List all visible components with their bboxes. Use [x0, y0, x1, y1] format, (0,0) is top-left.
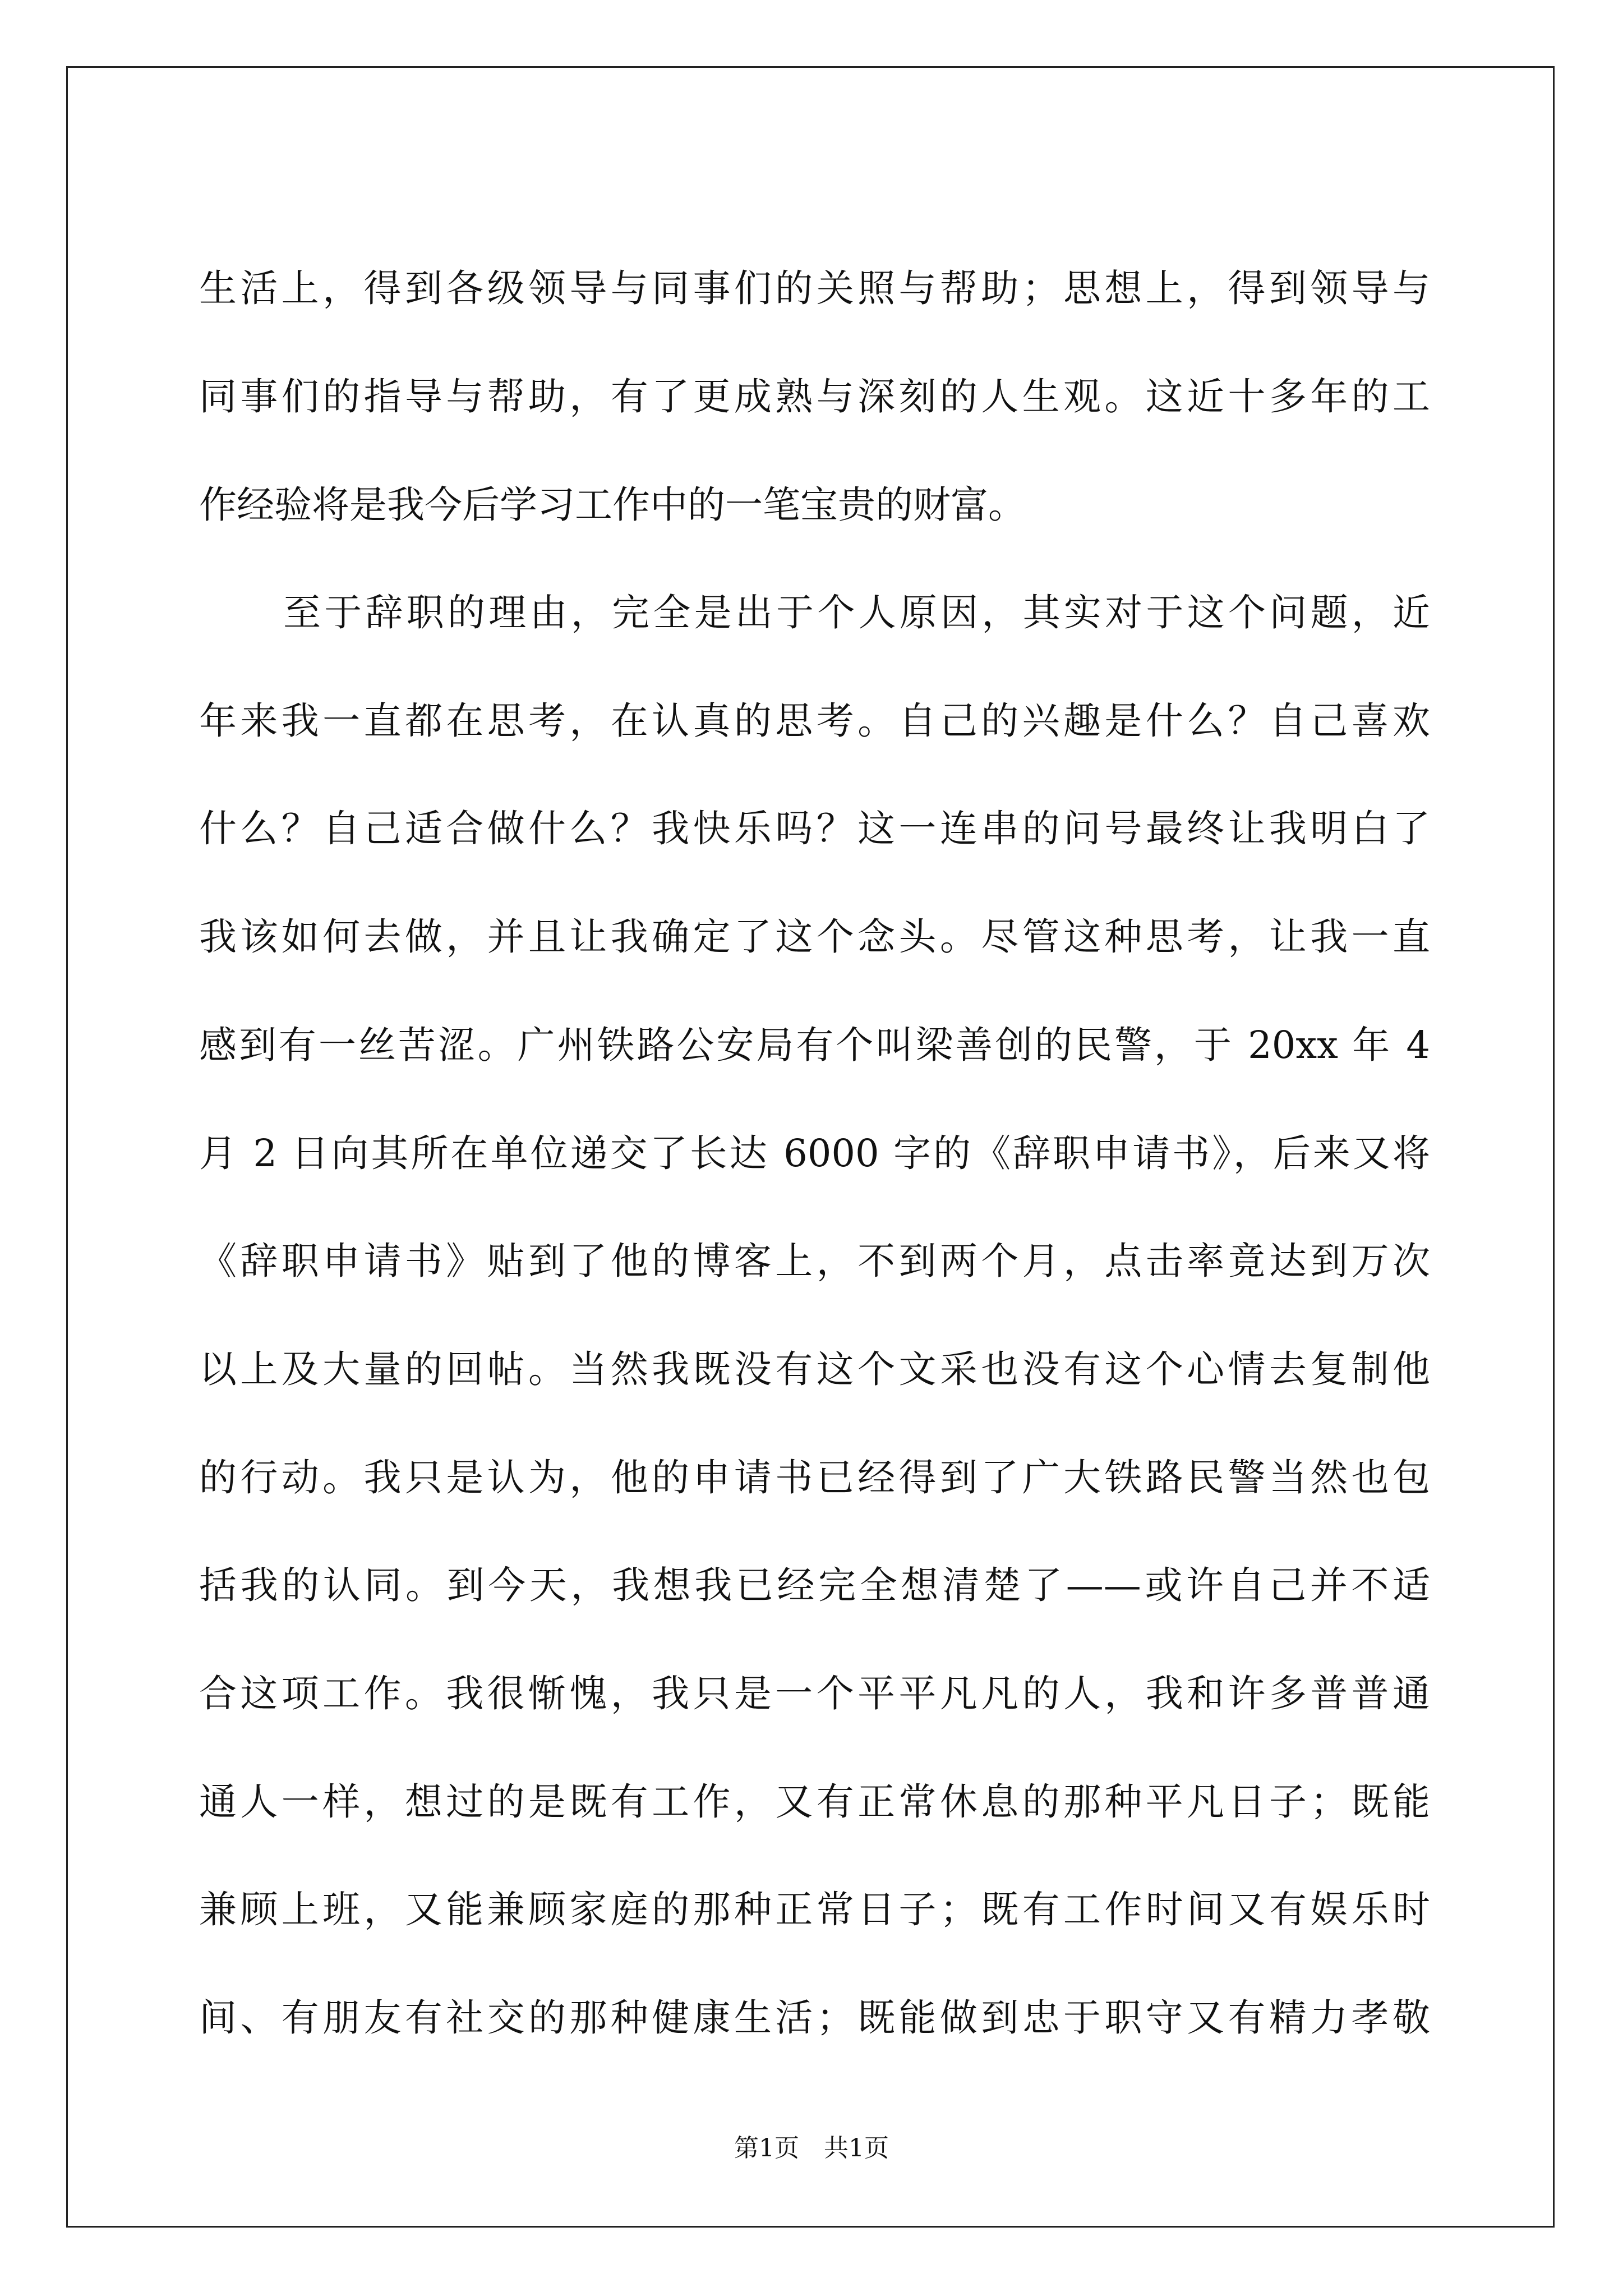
text-line: 以上及大量的回帖。当然我既没有这个文采也没有这个心情去复制他 — [199, 1347, 1430, 1391]
paragraph-first-line: 至于辞职的理由，完全是出于个人原因，其实对于这个问题，近 — [283, 591, 1430, 634]
text-line: 我该如何去做，并且让我确定了这个念头。尽管这种思考，让我一直 — [199, 915, 1430, 959]
text-line: 同事们的指导与帮助，有了更成熟与深刻的人生观。这近十多年的工 — [199, 375, 1430, 418]
text-line: 感到有一丝苦涩。广州铁路公安局有个叫梁善创的民警，于 20xx 年 4 — [199, 1023, 1430, 1067]
text-line: 《辞职申请书》贴到了他的博客上，不到两个月，点击率竟达到万次 — [199, 1239, 1430, 1283]
text-line: 年来我一直都在思考，在认真的思考。自己的兴趣是什么？自己喜欢 — [199, 699, 1430, 743]
text-line: 月 2 日向其所在单位递交了长达 6000 字的《辞职申请书》，后来又将 — [199, 1131, 1430, 1175]
text-line: 合这项工作。我很惭愧，我只是一个平平凡凡的人，我和许多普普通 — [199, 1672, 1430, 1715]
text-line: 作经验将是我今后学习工作中的一笔宝贵的财富。 — [199, 483, 1026, 527]
text-line: 兼顾上班，又能兼顾家庭的那种正常日子；既有工作时间又有娱乐时 — [199, 1888, 1430, 1931]
text-line: 的行动。我只是认为，他的申请书已经得到了广大铁路民警当然也包 — [199, 1456, 1430, 1499]
text-line: 什么？自己适合做什么？我快乐吗？这一连串的问号最终让我明白了 — [199, 807, 1430, 850]
text-line: 通人一样，想过的是既有工作，又有正常休息的那种平凡日子；既能 — [199, 1780, 1430, 1824]
page-number-footer: 第1页 共1页 — [734, 2134, 889, 2162]
text-line: 括我的认同。到今天，我想我已经完全想清楚了——或许自己并不适 — [199, 1563, 1430, 1607]
text-line: 生活上，得到各级领导与同事们的关照与帮助；思想上，得到领导与 — [199, 266, 1430, 310]
text-line: 间、有朋友有社交的那种健康生活；既能做到忠于职守又有精力孝敬 — [199, 1996, 1430, 2040]
